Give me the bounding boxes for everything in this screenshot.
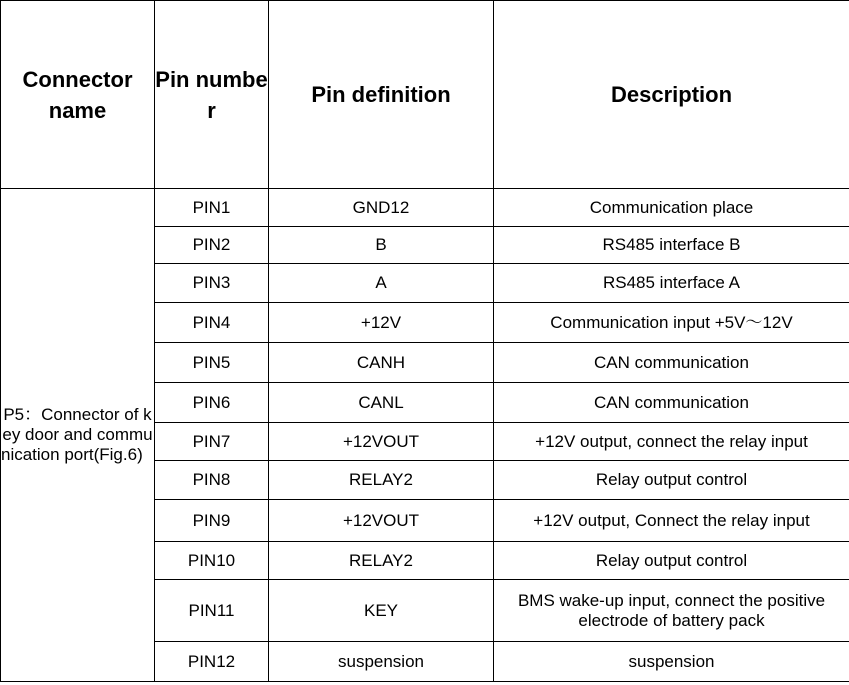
description-cell: Relay output control xyxy=(494,461,849,500)
table-row xyxy=(1,189,849,227)
pin-number-cell: PIN3 xyxy=(155,264,269,303)
pin-number-cell: PIN10 xyxy=(155,542,269,580)
description-cell: BMS wake-up input, connect the positive electrode of battery pack xyxy=(494,580,849,642)
description-cell: +12V output, connect the relay input xyxy=(494,423,849,461)
pin-definition-cell: GND12 xyxy=(269,189,494,227)
description-cell: CAN communication xyxy=(494,383,849,423)
pin-definition-cell: +12VOUT xyxy=(269,423,494,461)
pin-definition-cell: KEY xyxy=(269,580,494,642)
connector-label: P5：Connector of key door and communication port(Fig.6) xyxy=(1,189,155,682)
pin-definition-cell: suspension xyxy=(269,642,494,682)
description-cell: Communication input +5V～12V xyxy=(494,303,849,343)
pin-definition-cell: B xyxy=(269,227,494,264)
pin-definition-cell: +12VOUT xyxy=(269,500,494,542)
pin-number-cell: PIN2 xyxy=(155,227,269,264)
pin-number-cell: PIN9 xyxy=(155,500,269,542)
pin-definition-cell: A xyxy=(269,264,494,303)
pin-number-cell: PIN5 xyxy=(155,343,269,383)
header-row xyxy=(1,1,849,189)
pin-definition-cell: CANH xyxy=(269,343,494,383)
header-connector-name: Connector name xyxy=(1,1,155,189)
description-cell: Communication place xyxy=(494,189,849,227)
pin-number-cell: PIN1 xyxy=(155,189,269,227)
description-cell: RS485 interface A xyxy=(494,264,849,303)
header-description: Description xyxy=(494,1,849,189)
description-cell: CAN communication xyxy=(494,343,849,383)
description-cell: suspension xyxy=(494,642,849,682)
pin-number-cell: PIN11 xyxy=(155,580,269,642)
pin-number-cell: PIN4 xyxy=(155,303,269,343)
pin-definition-cell: CANL xyxy=(269,383,494,423)
pin-number-cell: PIN8 xyxy=(155,461,269,500)
header-pin-definition: Pin definition xyxy=(269,1,494,189)
description-cell: +12V output, Connect the relay input xyxy=(494,500,849,542)
header-pin-number: Pin number xyxy=(155,1,269,189)
description-cell: RS485 interface B xyxy=(494,227,849,264)
pin-definition-cell: +12V xyxy=(269,303,494,343)
pin-number-cell: PIN7 xyxy=(155,423,269,461)
pin-number-cell: PIN12 xyxy=(155,642,269,682)
pin-definition-cell: RELAY2 xyxy=(269,461,494,500)
pin-definition-cell: RELAY2 xyxy=(269,542,494,580)
pin-number-cell: PIN6 xyxy=(155,383,269,423)
description-cell: Relay output control xyxy=(494,542,849,580)
